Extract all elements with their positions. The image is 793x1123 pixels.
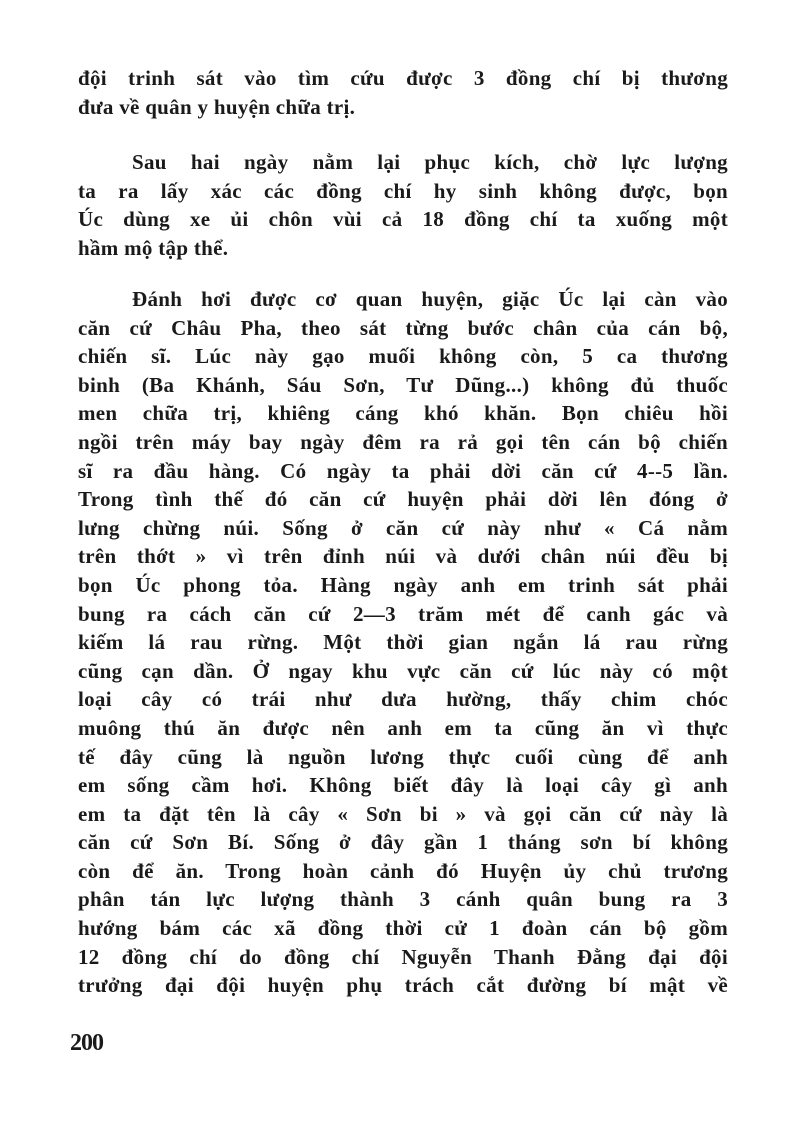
text-line: 12 đồng chí do đồng chí Nguyễn Thanh Đằng đại đội: [78, 944, 728, 969]
text-line: sĩ ra đầu hàng. Có ngày ta phải dời căn cứ 4--5 lần.: [78, 458, 728, 483]
text-line: phân tán lực lượng thành 3 cánh quân bung ra 3: [78, 887, 728, 912]
text-line: lưng chừng núi. Sống ở căn cứ này như « Cá nằm: [78, 515, 728, 540]
text-line: Trong tình thế đó căn cứ huyện phải dời lên đóng ở: [78, 487, 728, 512]
text-line: căn cứ Châu Pha, theo sát từng bước chân của cán bộ,: [78, 315, 728, 340]
text-line: muông thú ăn được nên anh em ta cũng ăn vì thực: [78, 715, 728, 740]
text-line: bọn Úc phong tỏa. Hàng ngày anh em trinh sát phải: [78, 572, 728, 597]
text-line: kiếm lá rau rừng. Một thời gian ngắn lá rau rừng: [78, 630, 728, 655]
text-line: trưởng đại đội huyện phụ trách cắt đường bí mật về: [78, 973, 728, 998]
text-line: trên thớt » vì trên đỉnh núi và dưới chân núi đều bị: [78, 544, 728, 569]
text-line: binh (Ba Khánh, Sáu Sơn, Tư Dũng...) không đủ thuốc: [78, 372, 728, 397]
text-line: cũng cạn dần. Ở ngay khu vực căn cứ lúc này có một: [78, 658, 728, 683]
text-line: em ta đặt tên là cây « Sơn bi » và gọi căn cứ này là: [78, 801, 728, 826]
text-line: đội trinh sát vào tìm cứu được 3 đồng chí bị thương: [78, 66, 728, 90]
text-line: bung ra cách căn cứ 2—3 trăm mét để canh gác và: [78, 601, 728, 626]
text-line: ta ra lấy xác các đồng chí hy sinh không được, bọn: [78, 178, 728, 203]
text-line: tế đây cũng là nguồn lương thực cuối cùng để anh: [78, 744, 728, 769]
text-line: Úc dùng xe ủi chôn vùi cả 18 đồng chí ta xuống một: [78, 207, 728, 232]
text-line: đưa về quân y huyện chữa trị.: [78, 94, 356, 119]
text-line: Sau hai ngày nằm lại phục kích, chờ lực lượng: [132, 150, 728, 174]
paragraph-1: [78, 64, 728, 121]
text-line: em sống cầm hơi. Không biết đây là loại cây gì anh: [78, 773, 728, 798]
text-line: căn cứ Sơn Bí. Sống ở đây gần 1 tháng sơn bí không: [78, 830, 728, 855]
text-line: hướng bám các xã đồng thời cử 1 đoàn cán bộ gồm: [78, 916, 728, 941]
text-line: hầm mộ tập thể.: [78, 235, 229, 260]
text-line: loại cây có trái như dưa hường, thấy chim chóc: [78, 687, 728, 712]
text-line: ngồi trên máy bay ngày đêm ra rả gọi tên cán bộ chiến: [78, 429, 728, 454]
page-number: 200: [70, 1030, 103, 1056]
text-line: chiến sĩ. Lúc này gạo muối không còn, 5 ca thương: [78, 344, 728, 369]
paragraph-2: [78, 148, 728, 262]
text-line: Đánh hơi được cơ quan huyện, giặc Úc lại càn vào: [132, 287, 728, 311]
text-line: còn để ăn. Trong hoàn cảnh đó Huyện ủy chủ trương: [78, 858, 728, 883]
text-line: men chữa trị, khiêng cáng khó khăn. Bọn chiêu hồi: [78, 401, 728, 426]
paragraph-3: [78, 285, 728, 1000]
